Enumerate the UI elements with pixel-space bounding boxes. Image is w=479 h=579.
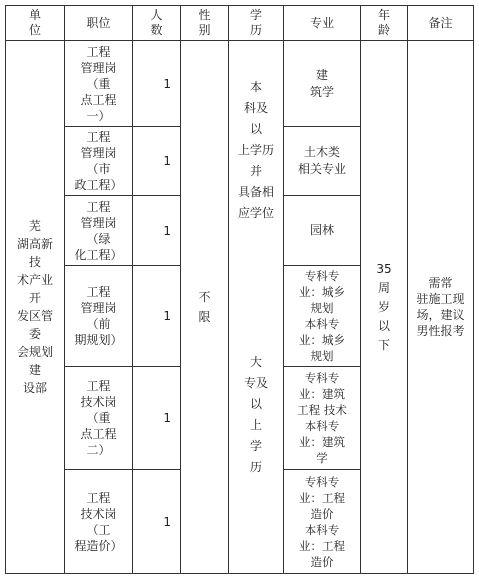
major-value: 专科专 业：建筑 工程 技术 本科专 业：建筑 学 bbox=[297, 371, 347, 465]
table-row-4-position bbox=[65, 266, 132, 366]
header-remark-label: 备注 bbox=[428, 16, 453, 30]
table-row-3-count bbox=[133, 196, 180, 265]
header-age-label: 年 龄 bbox=[377, 8, 390, 37]
position-label: 工程 管理岗 （市 政工程） bbox=[74, 130, 123, 192]
table-row-2-position bbox=[65, 127, 132, 195]
border-right bbox=[473, 5, 474, 574]
major-value: 土木类 相关专业 bbox=[297, 145, 346, 176]
table-row-3-major bbox=[284, 196, 360, 265]
position-label: 工程 技术岗 （重 点工程 二） bbox=[80, 379, 117, 457]
table-row-1-major bbox=[284, 41, 360, 126]
count-value: 1 bbox=[163, 411, 171, 425]
major-value: 专科专 业：城乡 规划 本科专 业：城乡 规划 bbox=[299, 269, 345, 363]
header-remark bbox=[408, 6, 473, 40]
age-cell bbox=[361, 41, 407, 573]
education-college-value: 大 专及 以 上 学 历 bbox=[243, 355, 268, 474]
count-value: 1 bbox=[163, 514, 171, 529]
table-row-6-major bbox=[284, 470, 360, 573]
position-label: 工程 管理岗 （前 期规划） bbox=[74, 285, 123, 347]
header-education bbox=[229, 6, 283, 40]
count-value: 1 bbox=[163, 76, 171, 91]
table-row-5-position bbox=[65, 367, 132, 469]
position-label: 工程 管理岗 （绿 化工程） bbox=[74, 199, 123, 262]
header-unit bbox=[6, 6, 64, 40]
table-row-6-position bbox=[65, 470, 132, 573]
table-row-2-major bbox=[284, 127, 360, 195]
position-label: 工程 管理岗 （重 点工程 一） bbox=[80, 44, 117, 123]
table-row-2-count bbox=[133, 127, 180, 195]
education-college-cell bbox=[229, 350, 283, 480]
position-label: 工程 技术岗 （工 程造价） bbox=[74, 490, 123, 553]
table-row-5-major bbox=[284, 367, 360, 469]
unit-name: 芜 湖高新 技 术产业 开 发区管 委 会规划 建 设部 bbox=[16, 219, 53, 395]
table-row-1-position bbox=[65, 41, 132, 126]
age-value: 35 周 岁 以 下 bbox=[376, 261, 392, 352]
count-value: 1 bbox=[163, 223, 171, 238]
remark-cell bbox=[408, 41, 473, 573]
major-value: 园林 bbox=[309, 223, 334, 237]
header-education-label: 学 历 bbox=[249, 8, 262, 37]
header-gender-label: 性 别 bbox=[198, 8, 211, 37]
table-row-6-count bbox=[133, 470, 180, 573]
table-row-4-count bbox=[133, 266, 180, 366]
education-bachelor-value: 本 科及 以 上学历 并 具备相 应学位 bbox=[237, 79, 274, 220]
header-gender bbox=[181, 6, 228, 40]
education-bachelor-cell bbox=[229, 70, 283, 230]
major-value: 专科专 业：工程 造价 本科专 业：工程 造价 bbox=[299, 474, 345, 569]
count-value: 1 bbox=[163, 154, 171, 168]
header-count-label: 人 数 bbox=[150, 8, 163, 37]
header-age bbox=[361, 6, 407, 40]
header-count bbox=[133, 6, 180, 40]
header-unit-label: 单 位 bbox=[28, 8, 41, 37]
header-major bbox=[284, 6, 360, 40]
remark-value: 需常 驻施工现 场，建议 男性报考 bbox=[416, 276, 465, 338]
count-value: 1 bbox=[163, 309, 171, 323]
table-row-5-count bbox=[133, 367, 180, 469]
header-major-label: 专业 bbox=[309, 16, 334, 30]
header-position bbox=[65, 6, 132, 40]
table-row-1-count bbox=[133, 41, 180, 126]
gender-value: 不 限 bbox=[198, 290, 211, 324]
unit-cell bbox=[6, 41, 64, 573]
major-value: 建 筑学 bbox=[309, 67, 334, 99]
border-bottom bbox=[5, 573, 474, 574]
gender-cell bbox=[181, 41, 228, 573]
header-position-label: 职位 bbox=[86, 16, 111, 30]
table-row-4-major bbox=[284, 266, 360, 366]
table-row-3-position bbox=[65, 196, 132, 265]
